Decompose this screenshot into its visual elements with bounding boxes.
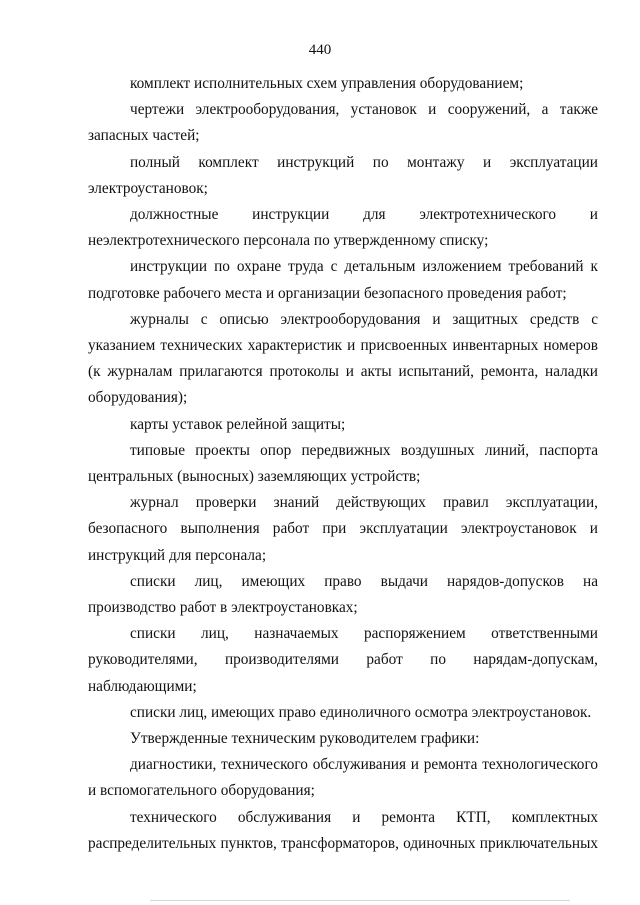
paragraph-3: полный комплект инструкций по монтажу и эксплуатации электроустановок; bbox=[88, 153, 598, 197]
paragraph-12: списки лиц, имеющих право единоличного осмотра электроустановок. bbox=[130, 703, 592, 721]
paragraph-7: карты уставок релейной защиты; bbox=[130, 415, 346, 433]
scan-bottom-edge bbox=[150, 900, 570, 901]
paragraph-8: типовые проекты опор передвижных воздушных линий, паспорта центральных (выносных) заземляющих устройств; bbox=[88, 441, 598, 486]
paragraph-1: комплект исполнительных схем управления оборудованием; bbox=[130, 75, 524, 92]
paragraph-15: технического обслуживания и ремонта КТП, комплектных распределительных пунктов, трансформаторов, одиночных приключательных bbox=[88, 808, 598, 852]
paragraph-9: журнал проверки знаний действующих правил эксплуатации, безопасного выполнения работ при эксплуатации электроустановок и инструкций для персонала; bbox=[88, 494, 598, 564]
paragraph-5: инструкции по охране труда с детальным изложением требований к подготовке рабочего места и организации безопасного проведения работ; bbox=[88, 258, 598, 302]
page-number: 440 bbox=[308, 42, 332, 58]
paragraph-2: чертежи электрооборудования, установок и сооружений, а также запасных частей; bbox=[88, 101, 598, 145]
paragraph-11: списки лиц, назначаемых распоряжением ответственными руководителями, производителями работ по нарядам-допускам, наблюдающими; bbox=[88, 625, 598, 695]
paragraph-14: диагностики, технического обслуживания и ремонта технологического и вспомогательного оборудования; bbox=[88, 756, 598, 800]
paragraph-13: Утвержденные техническим руководителем графики: bbox=[130, 730, 480, 748]
document-body bbox=[88, 71, 598, 857]
paragraph-6: журналы с описью электрооборудования и защитных средств с указанием технических характеристик и присвоенных инвентарных номеров (к журналам прилагаются протоколы и акты испытаний, ремонта, наладки оборудования); bbox=[88, 310, 598, 407]
paragraph-10: списки лиц, имеющих право выдачи нарядов-допусков на производство работ в электроустановках; bbox=[88, 572, 598, 617]
paragraph-4: должностные инструкции для электротехнического и неэлектротехнического персонала по утвержденному списку; bbox=[88, 206, 598, 250]
